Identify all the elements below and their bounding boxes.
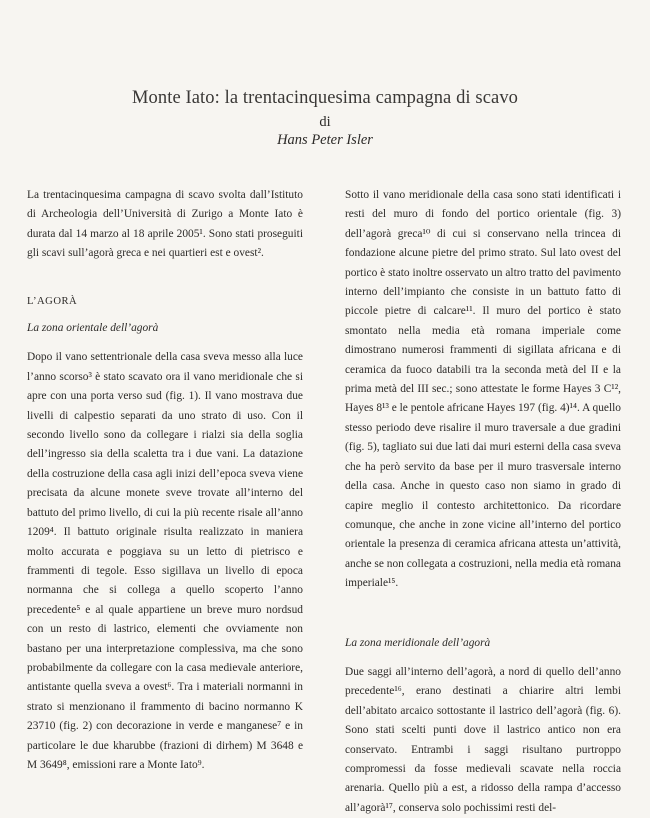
right-column bbox=[345, 186, 621, 818]
byline-di: di bbox=[319, 114, 331, 130]
article-title: Monte Iato: la trentacinquesima campagna di scavo bbox=[131, 88, 519, 108]
body-paragraph-meridionale: Due saggi all’interno dell’agorà, a nord di quello dell’anno precedente¹⁶, erano destinati a chiarire altri lembi dell’abitato arcaico sottostante il lastrico dell’agorà (fig. 6). Sono stati scelti punti dove il lastrico antico non era conservato. Entrambi i saggi risultano purtroppo compromessi da fosse medievali scavate nella roccia arenaria. Quello più a est, a ridosso della rampa d’accesso all’agorà¹⁷, conserva solo pochissimi resti del- bbox=[345, 665, 621, 814]
section-heading-agora: L’AGORÀ bbox=[27, 295, 78, 307]
author-name: Hans Peter Isler bbox=[277, 132, 373, 148]
left-column bbox=[27, 186, 303, 775]
body-paragraph-orientale: Dopo il vano settentrionale della casa sveva messo alla luce l’anno scorso³ è stato scavato ora il vano meridionale che si apre con una porta verso sud (fig. 1). Il vano mostrava due livelli di calpestio separati da uno strato di uso. Con il secondo livello sono da collegare i rialzi sia della soglia dell’ingresso sia della scaletta tra i due vani. La datazione della costruzione della casa agli inizi dell’epoca sveva viene precisata da alcune monete sveve trovate all’interno del battuto del primo livello, di cui la più recente risale all’anno 1209⁴. Il battuto originale risulta realizzato in maniera molto accurata e poggiava su un letto di pietrisco e frammenti di tegole. Esso sigillava un livello di epoca normanna che si collega a quello scoperto l’anno precedente⁵ e al quale appartiene un breve muro nordsud con un resto di lastrico, elementi che ovviamente non bastano per una interpretazione complessiva, ma che sono probabilmente da collegare con la casa medievale anteriore, antistante quella sveva a ovest⁶. Tra i materiali normanni in strato si menzionano il frammento di bacino normanno K 23710 (fig. 2) con decorazione in verde e manganese⁷ e in particolare le due kharubbe (frazioni di dirhem) M 3648 e M 3649⁸, emissioni rare a Monte Iato⁹. bbox=[27, 351, 303, 771]
subheading-zona-orientale: La zona orientale dell’agorà bbox=[27, 322, 159, 335]
subheading-zona-meridionale: La zona meridionale dell’agorà bbox=[345, 636, 491, 649]
intro-paragraph: La trentacinquesima campagna di scavo svolta dall’Istituto di Archeologia dell’Università di Zurigo a Monte Iato è durata dal 14 marzo al 18 aprile 2005¹. Sono stati proseguiti gli scavi sull’agorà greca e nei quartieri est e ovest². bbox=[27, 189, 303, 260]
body-paragraph-portico: Sotto il vano meridionale della casa sono stati identificati i resti del muro di fondo del portico orientale (fig. 3) dell’agorà greca¹⁰ di cui si conservano nella trincea di fondazione alcune pietre del primo strato. Sul lato ovest del portico è stato inoltre osservato un altro tratto del pavimento interno dell’impianto che consiste in un battuto fatto di piccole pietre di calcare¹¹. Il muro del portico è stato smontato nella media età romana imperiale come dimostrano numerosi frammenti di sigillata africana e di ceramica da fuoco databili tra la seconda metà del II e la prima metà del III sec.; sono attestate le forme Hayes 3 C¹², Hayes 8¹³ e le pentole africane Hayes 197 (fig. 4)¹⁴. A quello stesso periodo deve risalire il muro traversale a due gradini (fig. 5), tagliato sui due lati dai muri esterni della casa sveva che ha però servito da base per il muro trasversale interno della casa. Anche in questo caso non siamo in grado di capire meglio il contesto architettonico. Da ricordare comunque, che anche in zone vicine all’interno del portico orientale la presenza di ceramica africana attesta un’attività, anche se non collegata a costruzioni, nella media età romana imperiale¹⁵. bbox=[345, 189, 621, 590]
